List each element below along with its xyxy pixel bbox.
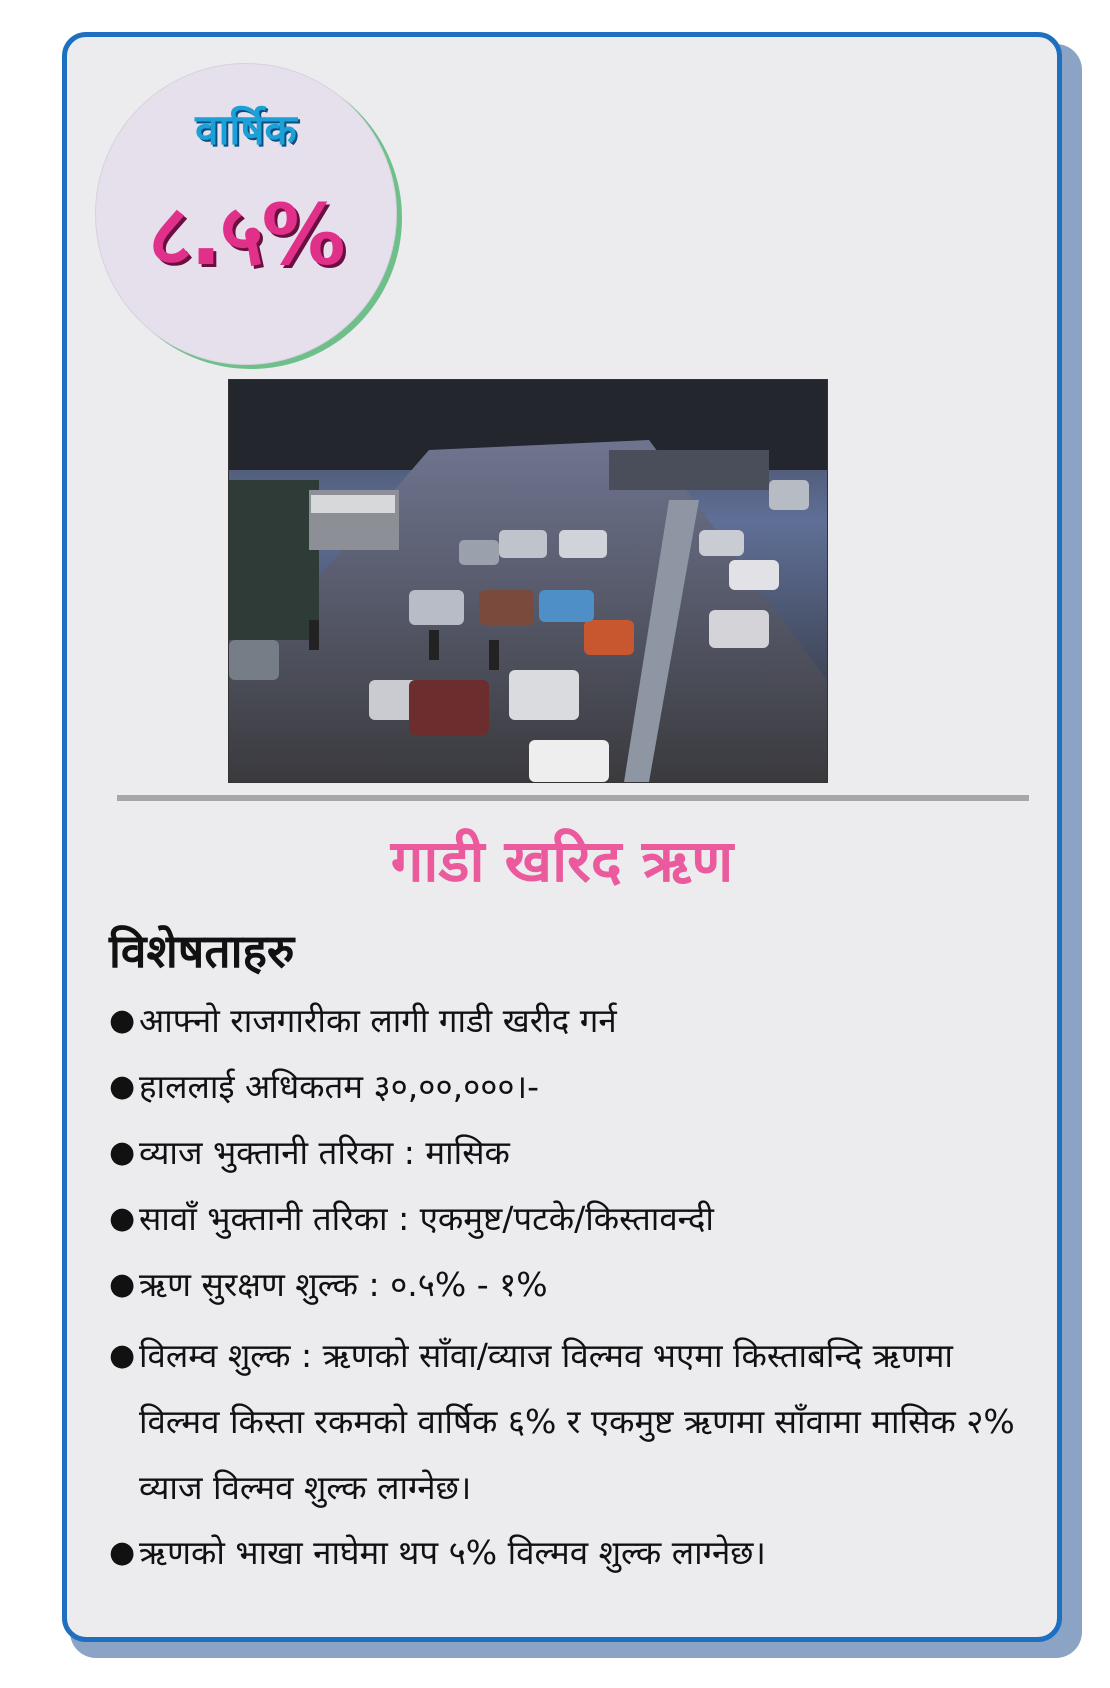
features-heading: विशेषताहरु <box>109 924 295 978</box>
feature-text: आफ्नो राजगारीका लागी गाडी खरीद गर्न <box>139 1001 617 1040</box>
feature-text: व्याज भुक्तानी तरिका : मासिक <box>139 1133 510 1172</box>
traffic-illustration <box>229 380 827 782</box>
feature-text: सावाँ भुक्तानी तरिका : एकमुष्ट/पटके/किस्तावन्दी <box>139 1199 714 1238</box>
bullet-icon: ● <box>109 1003 136 1038</box>
rate-value: ८.५% <box>148 186 344 284</box>
feature-item <box>107 1131 1027 1175</box>
feature-item <box>107 1531 1027 1575</box>
feature-item <box>107 1323 1027 1521</box>
bullet-icon: ● <box>109 1267 136 1302</box>
bullet-icon: ● <box>109 1135 136 1170</box>
feature-text: विलम्व शुल्क : ऋणको साँवा/व्याज विल्मव भएमा किस्ताबन्दि ऋणमा विल्मव किस्ता रकमको वार्षिक ६% र एकमुष्ट ऋणमा साँवामा मासिक २% व्याज विल्मव शुल्क लाग्नेछ। <box>139 1336 1015 1507</box>
section-divider <box>117 795 1029 801</box>
bullet-icon: ● <box>109 1201 136 1236</box>
loan-card <box>62 32 1062 1642</box>
bullet-icon: ● <box>109 1069 136 1104</box>
feature-item <box>107 999 1027 1043</box>
traffic-photo <box>228 379 828 783</box>
feature-item <box>107 1065 1027 1109</box>
bullet-icon: ● <box>109 1338 136 1373</box>
loan-title: गाडी खरिद ऋण <box>390 827 734 895</box>
bullet-icon: ● <box>109 1535 136 1570</box>
rate-label: वार्षिक <box>195 105 297 154</box>
feature-text: ऋण सुरक्षण शुल्क : ०.५% - १% <box>139 1265 548 1304</box>
feature-item <box>107 1197 1027 1241</box>
feature-item <box>107 1263 1027 1307</box>
feature-text: हाललाई अधिकतम ३०,००,०००।- <box>139 1067 540 1106</box>
features-list <box>107 999 1027 1597</box>
feature-text: ऋणको भाखा नाघेमा थप ५% विल्मव शुल्क लाग्नेछ। <box>139 1533 766 1572</box>
interest-rate-badge <box>95 63 397 365</box>
